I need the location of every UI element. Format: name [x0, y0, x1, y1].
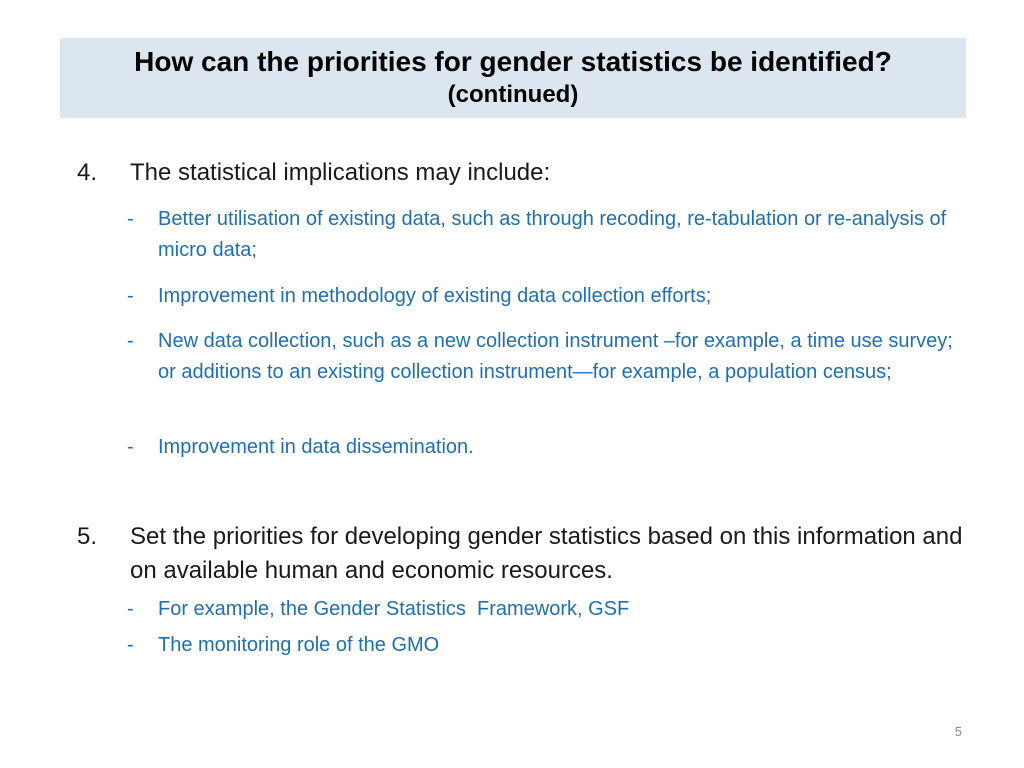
sub-item-text: For example, the Gender Statistics Framework, GSF — [158, 598, 630, 620]
dash-bullet: - — [127, 285, 134, 307]
title-continued: (continued) — [447, 81, 579, 108]
dash-bullet: - — [127, 436, 134, 458]
page-number: 5 — [954, 724, 962, 739]
dash-bullet: - — [127, 634, 134, 656]
sub-item-text: Improvement in data dissemination. — [158, 436, 474, 458]
sub-item-text: The monitoring role of the GMO — [158, 634, 440, 656]
slide-title — [60, 38, 966, 118]
sub-item-text: New data collection, such as a new collection instrument –for example, a time use survey; or additions to an existing collection instrument—for example, a population census; — [158, 330, 953, 383]
sub-item-text: Better utilisation of existing data, such as through recoding, re-tabulation or re-analysis of micro data; — [158, 208, 947, 261]
item-text: The statistical implications may include: — [130, 159, 551, 186]
dash-bullet: - — [127, 598, 134, 620]
sub-item-text: Improvement in methodology of existing data collection efforts; — [158, 285, 712, 307]
item-number: 4. — [77, 159, 98, 186]
item-text: Set the priorities for developing gender statistics based on this information and on available human and economic resources. — [130, 523, 963, 584]
item-number: 5. — [77, 523, 98, 550]
dash-bullet: - — [127, 208, 134, 230]
title-main: How can the priorities for gender statistics be identified? — [134, 46, 892, 77]
dash-bullet: - — [127, 330, 134, 352]
